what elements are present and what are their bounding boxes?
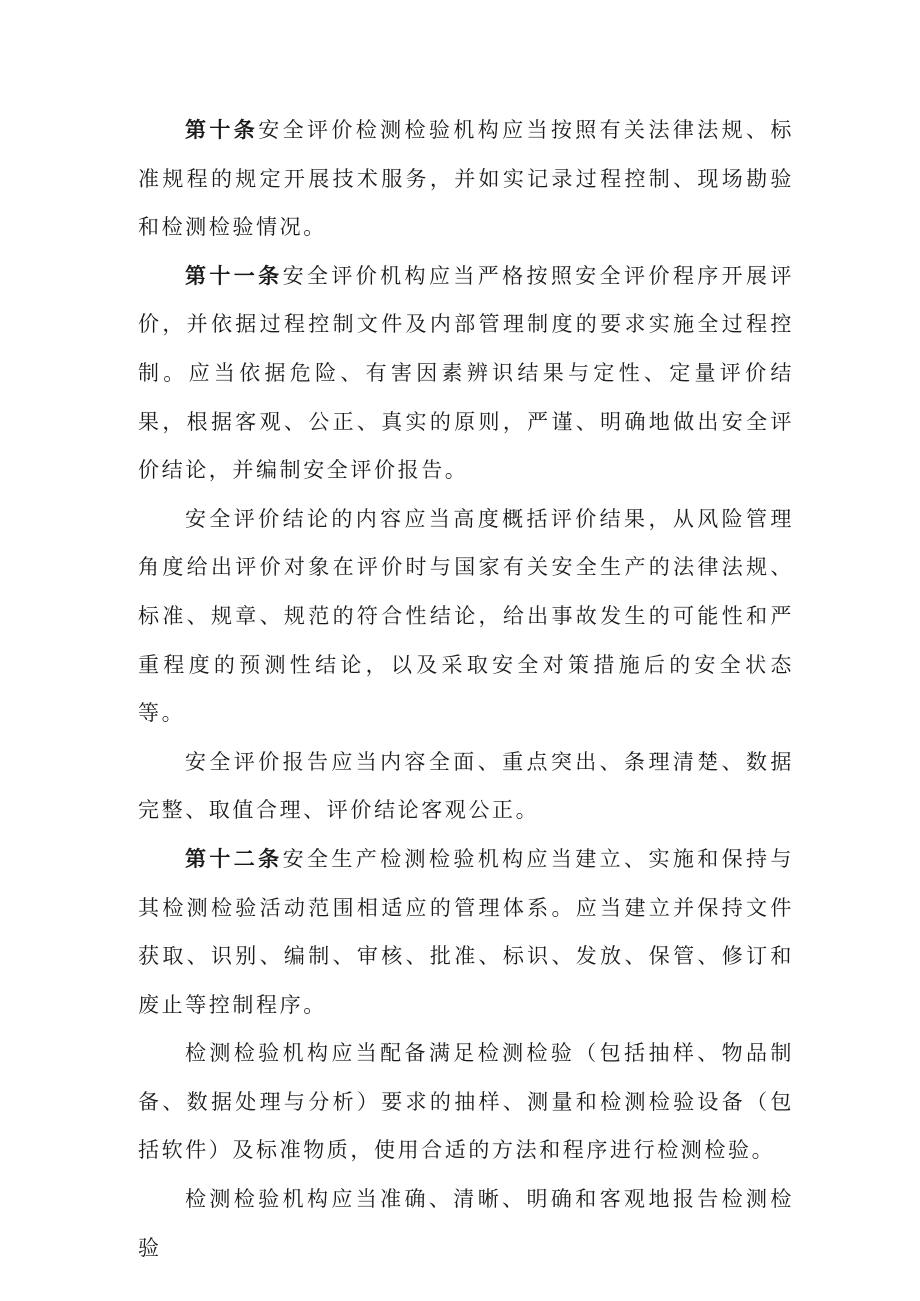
paragraph-text: 安全评价报告应当内容全面、重点突出、条理清楚、数据完整、取值合理、评价结论客观公正。 (138, 749, 794, 823)
paragraph-text: 检测检验机构应当准确、清晰、明确和客观地报告检测检验 (138, 1187, 794, 1260)
paragraph-evaluation-report (138, 738, 794, 835)
paragraph-text: 安全评价结论的内容应当高度概括评价结果，从风险管理角度给出评价对象在评价时与国家有关安全生产的法律法规、标准、规章、规范的符合性结论，给出事故发生的可能性和严重程度的预测性结论，以及采取安全对策措施后的安全状态等。 (138, 506, 794, 726)
paragraph-text: 安全评价检测检验机构应当按照有关法律法规、标准规程的规定开展技术服务，并如实记录过程控制、现场勘验和检测检验情况。 (138, 118, 794, 240)
paragraph-text: 检测检验机构应当配备满足检测检验（包括抽样、物品制备、数据处理与分析）要求的抽样、测量和检测检验设备（包括软件）及标准物质，使用合适的方法和程序进行检测检验。 (138, 1041, 794, 1163)
paragraph-reporting (138, 1175, 794, 1272)
paragraph-article-10 (138, 106, 794, 252)
article-number: 第十一条 (185, 263, 283, 288)
article-number: 第十条 (185, 118, 259, 142)
paragraph-text: 安全评价机构应当严格按照安全评价程序开展评价，并依据过程控制文件及内部管理制度的要求实施全过程控制。应当依据危险、有害因素辨识结果与定性、定量评价结果，根据客观、公正、真实的原则，严谨、明确地做出安全评价结论，并编制安全评价报告。 (138, 263, 794, 483)
paragraph-text: 安全生产检测检验机构应当建立、实施和保持与其检测检验活动范围相适应的管理体系。应当建立并保持文件获取、识别、编制、审核、批准、标识、发放、保管、修订和废止等控制程序。 (138, 846, 794, 1017)
paragraph-article-12 (138, 835, 794, 1029)
paragraph-equipment (138, 1029, 794, 1175)
document-body (138, 106, 794, 1272)
paragraph-article-11 (138, 252, 794, 495)
paragraph-evaluation-conclusion (138, 495, 794, 738)
article-number: 第十二条 (185, 846, 283, 871)
